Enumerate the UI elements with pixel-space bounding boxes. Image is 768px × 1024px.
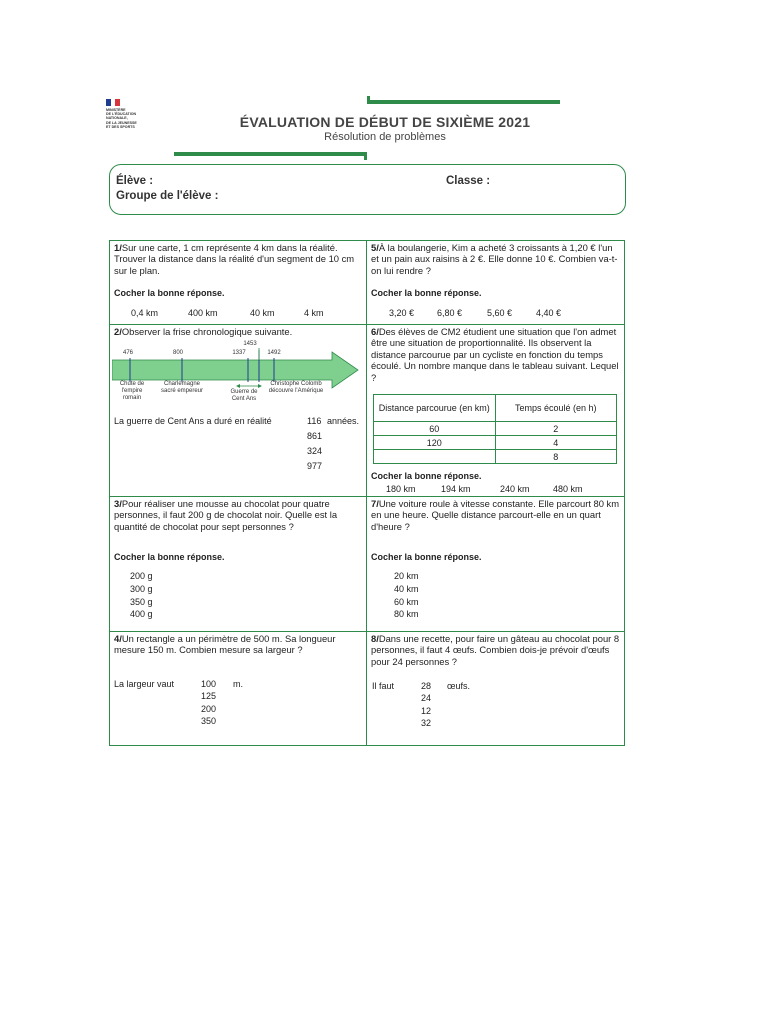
q1-instruction: Cocher la bonne réponse. xyxy=(114,288,225,298)
table-header: Temps écoulé (en h) xyxy=(495,395,617,422)
q8-option[interactable]: 24 xyxy=(421,693,432,703)
year-label: 800 xyxy=(172,350,183,356)
q2-option[interactable]: 861 xyxy=(307,431,323,441)
q5-option[interactable]: 5,60 € xyxy=(487,308,513,318)
q5-option[interactable]: 6,80 € xyxy=(437,308,463,318)
question-5: 5/À la boulangerie, Kim a acheté 3 croissants à 1,20 € l'un et un pain aux raisins à 2 €. Elle donne 10 €. Combien va-t-on lui rendre ? xyxy=(371,242,618,276)
question-2: 2/Observer la frise chronologique suivante. xyxy=(114,326,293,337)
q3-option[interactable]: 200 g xyxy=(130,571,153,581)
decorative-bar xyxy=(367,100,560,104)
q1-option[interactable]: 40 km xyxy=(250,308,275,318)
ministry-logo xyxy=(106,99,137,129)
question-4: 4/Un rectangle a un périmètre de 500 m. Sa longueur mesure 150 m. Combien mesure sa largeur ? xyxy=(114,633,336,656)
question-3: 3/Pour réaliser une mousse au chocolat pour quatre personnes, il faut 200 g de chocolat noir. Quelle est la quantité de chocolat pour sept personnes ? xyxy=(114,498,338,532)
decorative-bar xyxy=(367,96,370,104)
q4-option[interactable]: 200 xyxy=(201,704,217,714)
eleve-label: Élève : xyxy=(116,175,154,187)
grid-divider xyxy=(109,324,625,325)
q3-option[interactable]: 350 g xyxy=(130,597,153,607)
french-flag-icon xyxy=(106,99,120,106)
page-subtitle: Résolution de problèmes xyxy=(324,131,446,143)
q4-option[interactable]: 350 xyxy=(201,716,217,726)
year-label: 1492 xyxy=(267,350,281,356)
question-1: 1/Sur une carte, 1 cm représente 4 km dans la réalité. Trouver la distance dans la réalité d'un segment de 10 cm sur le plan. xyxy=(114,242,355,276)
q8-option[interactable]: 12 xyxy=(421,706,432,716)
q6-instruction: Cocher la bonne réponse. xyxy=(371,471,482,481)
q7-option[interactable]: 60 km xyxy=(394,597,419,607)
q8-option[interactable]: 32 xyxy=(421,718,432,728)
year-label: 1453 xyxy=(243,341,257,347)
table-cell: 2 xyxy=(495,422,617,436)
q6-option[interactable]: 180 km xyxy=(386,484,416,494)
q4-option[interactable]: 100 xyxy=(201,679,217,689)
q5-instruction: Cocher la bonne réponse. xyxy=(371,288,482,298)
q3-option[interactable]: 300 g xyxy=(130,584,153,594)
q8-option[interactable]: 28 xyxy=(421,681,432,691)
table-cell: 4 xyxy=(495,436,617,450)
q7-option[interactable]: 80 km xyxy=(394,609,419,619)
page-title: ÉVALUATION DE DÉBUT DE SIXIÈME 2021 xyxy=(239,114,531,130)
grid-divider xyxy=(109,631,625,632)
table-header: Distance parcourue (en km) xyxy=(374,395,496,422)
q2-unit: années. xyxy=(327,416,360,426)
question-8: 8/Dans une recette, pour faire un gâteau au chocolat pour 8 personnes, il faut 4 œufs. Combien dois-je prévoir d'œufs pour 24 personnes ? xyxy=(371,633,620,667)
q5-option[interactable]: 3,20 € xyxy=(389,308,415,318)
event-label: Charlemagne sacré empereur xyxy=(160,381,204,394)
event-label: Christophe Colomb découvre l'Amérique xyxy=(268,381,324,394)
table-cell: 120 xyxy=(374,436,496,450)
q8-answer-text: Il faut xyxy=(372,681,395,691)
decorative-bar xyxy=(364,152,367,160)
year-label: 476 xyxy=(122,350,133,356)
q6-option[interactable]: 480 km xyxy=(553,484,583,494)
table-cell: 60 xyxy=(374,422,496,436)
q3-option[interactable]: 400 g xyxy=(130,609,153,619)
q4-answer-text: La largeur vaut xyxy=(114,679,175,689)
classe-label: Classe : xyxy=(446,175,491,187)
q1-option[interactable]: 4 km xyxy=(304,308,324,318)
q7-option[interactable]: 40 km xyxy=(394,584,419,594)
ministry-name: MINISTÈRE DE L'ÉDUCATION NATIONALE, DE LA JEUNESSE ET DES SPORTS xyxy=(106,108,137,129)
year-label: 1337 xyxy=(232,350,246,356)
q7-instruction: Cocher la bonne réponse. xyxy=(371,552,482,562)
q8-unit: œufs. xyxy=(447,681,471,691)
q4-unit: m. xyxy=(233,679,243,689)
grid-divider xyxy=(366,240,367,746)
event-label: Chute de l'empire romain xyxy=(119,381,145,401)
decorative-bar xyxy=(174,152,367,156)
table-cell: 8 xyxy=(495,450,617,464)
q2-answer-text: La guerre de Cent Ans a duré en réalité xyxy=(114,416,272,426)
student-info-box xyxy=(109,164,626,215)
q2-option[interactable]: 116 xyxy=(307,416,322,426)
q1-option[interactable]: 0,4 km xyxy=(131,308,159,318)
q4-option[interactable]: 125 xyxy=(201,691,217,701)
table-cell-missing xyxy=(374,450,496,464)
q7-option[interactable]: 20 km xyxy=(394,571,419,581)
arrow-head-icon xyxy=(236,384,240,388)
q2-option[interactable]: 324 xyxy=(307,446,323,456)
proportionality-table xyxy=(373,394,617,464)
q6-option[interactable]: 240 km xyxy=(500,484,530,494)
question-6: 6/Des élèves de CM2 étudient une situation que l'on admet être une situation de proportionnalité. Ils observent la distance parcourue par un cycliste en fonction du temps écoulé. Un nombre manque dans le tableau suivant. Lequel ? xyxy=(371,326,619,383)
q1-option[interactable]: 400 km xyxy=(188,308,218,318)
q3-instruction: Cocher la bonne réponse. xyxy=(114,552,225,562)
grid-divider xyxy=(109,496,625,497)
event-label: Guerre de Cent Ans xyxy=(230,389,258,402)
q2-option[interactable]: 977 xyxy=(307,461,323,471)
q5-option[interactable]: 4,40 € xyxy=(536,308,562,318)
question-7: 7/Une voiture roule à vitesse constante. Elle parcourt 80 km en une heure. Quelle distance parcourt-elle en un quart d'heure ? xyxy=(371,498,620,532)
groupe-label: Groupe de l'élève : xyxy=(116,190,219,202)
q6-option[interactable]: 194 km xyxy=(441,484,471,494)
